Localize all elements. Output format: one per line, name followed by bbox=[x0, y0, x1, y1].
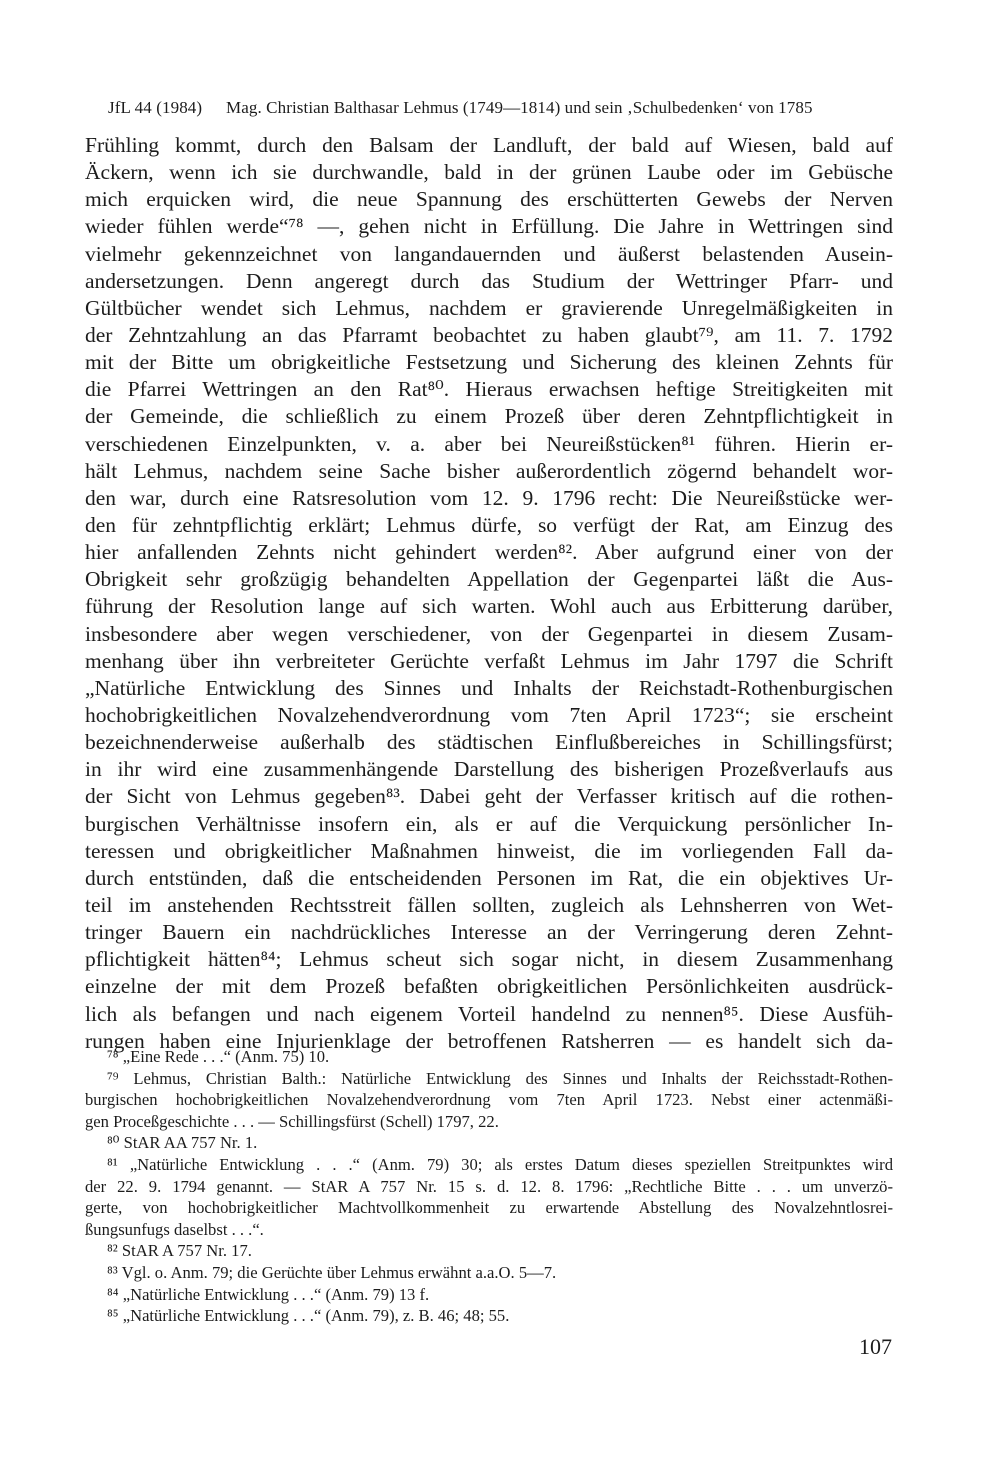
footnote: ⁸¹ „Natürliche Entwicklung . . .“ (Anm. 79) 30; als erstes Datum dieses speziellen Streitpunktes wird bbox=[107, 1154, 893, 1174]
body-line: lich als befangen und nach eigenem Vorteil handelnd zu nennen⁸⁵. Diese Ausfüh- bbox=[85, 1001, 893, 1026]
body-line: vielmehr gekennzeichnet von langandauernden und äußerst belastenden Ausein- bbox=[85, 241, 893, 266]
body-line: Obrigkeit sehr großzügig behandelten Appellation der Gegenpartei läßt die Aus- bbox=[85, 567, 893, 592]
body-line: verschiedenen Einzelpunkten, v. a. aber bei Neureißstücken⁸¹ führen. Hierin er- bbox=[85, 431, 893, 456]
footnote: ⁷⁸ „Eine Rede . . .“ (Anm. 75) 10. bbox=[107, 1047, 330, 1066]
body-line: teressen und obrigkeitlicher Maßnahmen hinweist, die im vorliegenden Fall da- bbox=[85, 838, 893, 863]
body-line: Gültbücher wendet sich Lehmus, nachdem er gravierende Unregelmäßigkeiten in bbox=[85, 295, 893, 320]
page-number: 107 bbox=[859, 1334, 892, 1359]
body-line: den war, durch eine Ratsresolution vom 12. 9. 1796 recht: Die Neureißstücke wer- bbox=[85, 485, 893, 510]
footnote: ⁷⁹ Lehmus, Christian Balth.: Natürliche Entwicklung des Sinnes und Inhalts der Reichsstadt-Rothen- bbox=[107, 1068, 893, 1088]
body-line: führung der Resolution lange auf sich warten. Wohl auch aus Erbitterung darüber, bbox=[85, 594, 893, 619]
footnote-continuation: der 22. 9. 1794 genannt. — StAR A 757 Nr. 15 s. d. 12. 8. 1796: „Rechtliche Bitte . . . um unverzö- bbox=[85, 1176, 893, 1196]
footnote: ⁸³ Vgl. o. Anm. 79; die Gerüchte über Lehmus erwähnt a.a.O. 5—7. bbox=[107, 1262, 557, 1282]
body-line: hält Lehmus, nachdem seine Sache bisher außerordentlich zögernd behandelt wor- bbox=[85, 458, 893, 483]
body-text bbox=[85, 132, 893, 1055]
body-line: die Pfarrei Wettringen an den Rat⁸⁰. Hieraus erwachsen heftige Streitigkeiten mit bbox=[85, 377, 893, 402]
body-line: in ihr wird eine zusammenhängende Darstellung des bisherigen Prozeßverlaufs aus bbox=[85, 757, 893, 782]
body-line: der Gemeinde, die schließlich zu einem Prozeß über deren Zehntpflichtigkeit in bbox=[85, 404, 893, 429]
body-line: insbesondere aber wegen verschiedener, von der Gegenpartei in diesem Zusam- bbox=[85, 621, 893, 646]
body-line: burgischen Verhältnisse insofern ein, als er auf die Verquickung persönlicher In- bbox=[85, 811, 893, 836]
footnote-continuation: gen Proceßgeschichte . . . — Schillingsfürst (Schell) 1797, 22. bbox=[85, 1111, 499, 1131]
footnote-continuation: gerte, von hochobrigkeitlicher Machtvollkommenheit zu erwartende Abstellung des Novalzehntlosrei- bbox=[85, 1198, 893, 1218]
footnote: ⁸⁰ StAR AA 757 Nr. 1. bbox=[107, 1133, 258, 1153]
body-line: andersetzungen. Denn angeregt durch das Studium der Wettringer Pfarr- und bbox=[85, 268, 893, 293]
body-line: bezeichnenderweise außerhalb des städtischen Einflußbereiches in Schillingsfürst; bbox=[85, 730, 893, 755]
footnote: ⁸⁵ „Natürliche Entwicklung . . .“ (Anm. 79), z. B. 46; 48; 55. bbox=[107, 1306, 510, 1326]
body-line: menhang über ihn verbreiteter Gerüchte verfaßt Lehmus im Jahr 1797 die Schrift bbox=[85, 648, 893, 673]
body-line: teil im anstehenden Rechtsstreit fällen sollten, zugleich als Lehnsherren von Wet- bbox=[85, 892, 893, 917]
footnotes bbox=[85, 1046, 893, 1327]
body-line: Äckern, wenn ich sie durchwandle, bald in der grünen Laube oder im Gebüsche bbox=[85, 160, 893, 185]
footnote-continuation: burgischen hochobrigkeitlichen Novalzehendverordnung vom 7ten April 1723. Nebst einer actenmäßi- bbox=[85, 1090, 893, 1110]
body-line: mich erquicken wird, die neue Spannung des erschütterten Gewebs der Nerven bbox=[85, 187, 893, 212]
running-header bbox=[108, 98, 898, 118]
body-line: der Zehntzahlung an das Pfarramt beobachtet zu haben glaubt⁷⁹, am 11. 7. 1792 bbox=[85, 322, 893, 347]
body-line: Frühling kommt, durch den Balsam der Landluft, der bald auf Wiesen, bald auf bbox=[85, 133, 893, 157]
body-line: durch entstünden, daß die entscheidenden Personen im Rat, die ein objektives Ur- bbox=[85, 865, 893, 890]
body-line: rungen haben eine Injurienklage der betroffenen Ratsherren — es handelt sich da- bbox=[85, 1028, 893, 1053]
footnote: ⁸⁴ „Natürliche Entwicklung . . .“ (Anm. 79) 13 f. bbox=[107, 1284, 430, 1304]
body-line: „Natürliche Entwicklung des Sinnes und Inhalts der Reichstadt-Rothenburgischen bbox=[85, 675, 893, 700]
footnote: ⁸² StAR A 757 Nr. 17. bbox=[107, 1241, 252, 1261]
body-line: wieder fühlen werde“⁷⁸ —, gehen nicht in Erfüllung. Die Jahre in Wettringen sind bbox=[85, 214, 893, 239]
body-line: den für zehntpflichtig erklärt; Lehmus dürfe, so verfügt der Rat, am Einzug des bbox=[85, 512, 893, 537]
journal-reference: JfL 44 (1984) bbox=[108, 98, 203, 117]
body-line: pflichtigkeit hätten⁸⁴; Lehmus scheut sich sogar nicht, in diesem Zusammenhang bbox=[85, 947, 893, 972]
body-line: mit der Bitte um obrigkeitliche Festsetzung und Sicherung des kleinen Zehnts für bbox=[85, 350, 893, 375]
body-line: tringer Bauern ein nachdrückliches Interesse an der Verringerung deren Zehnt- bbox=[85, 920, 893, 945]
footnote-continuation: ßungsunfugs daselbst . . .“. bbox=[85, 1219, 264, 1239]
body-line: der Sicht von Lehmus gegeben⁸³. Dabei geht der Verfasser kritisch auf die rothen- bbox=[85, 784, 893, 809]
body-line: einzelne der mit dem Prozeß befaßten obrigkeitlichen Persönlichkeiten ausdrück- bbox=[85, 974, 893, 999]
body-line: hochobrigkeitlichen Novalzehendverordnung vom 7ten April 1723“; sie erscheint bbox=[85, 702, 893, 727]
body-line: hier anfallenden Zehnts nicht gehindert werden⁸². Aber aufgrund einer von der bbox=[85, 540, 893, 565]
running-title: Mag. Christian Balthasar Lehmus (1749—1814) und sein ‚Schulbedenken‘ von 1785 bbox=[226, 98, 813, 117]
